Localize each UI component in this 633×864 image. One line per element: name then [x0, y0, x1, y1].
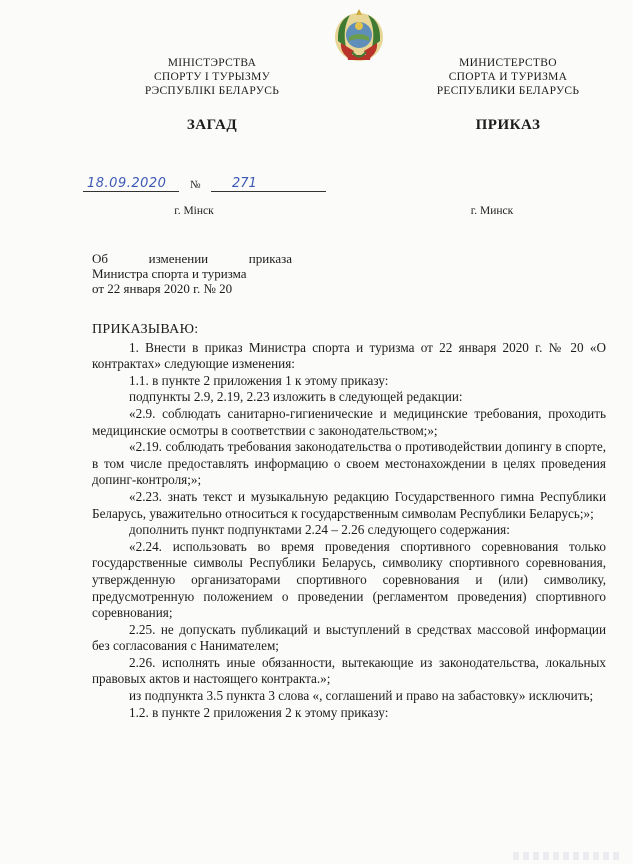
state-emblem-icon	[332, 7, 386, 63]
paragraph: 1.2. в пункте 2 приложения 2 к этому приказу:	[129, 704, 389, 720]
city-russian: г. Минск	[470, 205, 514, 217]
paragraph: 1.1. в пункте 2 приложения 1 к этому приказу:	[129, 372, 389, 388]
city-belarusian: г. Мінск	[174, 205, 214, 217]
subject-word: приказа	[248, 251, 292, 266]
subject-word: изменении	[148, 251, 209, 266]
ministry-line: РЕСПУБЛИКИ БЕЛАРУСЬ	[436, 85, 580, 97]
paragraph: подпункты 2.9, 2.19, 2.23 изложить в следующей редакции:	[129, 389, 463, 405]
date-underline	[83, 191, 179, 192]
ministry-line: СПОРТУ І ТУРЫЗМУ	[153, 71, 271, 83]
paragraph: «2.23. знать текст и музыкальную редакцию Государственного гимна Республики Беларусь, уважительно относиться к государственным символам Республики Беларусь;»;	[92, 488, 606, 521]
registration-line	[83, 176, 328, 196]
paragraph: «2.9. соблюдать санитарно-гигиенические и медицинские требования, проходить медицинские осмотры в соответствии с законодательством;»;	[92, 405, 606, 438]
ministry-name-belarusian	[112, 56, 312, 98]
number-label: №	[190, 179, 201, 191]
document-type-russian: ПРИКАЗ	[475, 117, 541, 133]
ministry-line: РЭСПУБЛІКІ БЕЛАРУСЬ	[144, 85, 280, 97]
number-underline	[211, 191, 326, 192]
subject-line-1	[92, 251, 292, 266]
paragraph: из подпункта 3.5 пункта 3 слова «, соглашений и право на забастовку» исключить;	[129, 688, 594, 704]
ministry-name-russian	[408, 56, 608, 98]
document-body	[92, 322, 606, 721]
order-heading: ПРИКАЗЫВАЮ:	[92, 322, 199, 337]
ministry-line: МИНИСТЕРСТВО	[459, 57, 557, 69]
paragraph: 2.26. исполнять иные обязанности, вытекающие из законодательства, локальных правовых актов и настоящего контракта.»;	[92, 654, 606, 687]
handwritten-date: 18.09.2020	[87, 176, 167, 191]
subject-line-2: Министра спорта и туризма	[92, 266, 247, 281]
handwritten-number: 271	[232, 176, 257, 191]
paragraph: дополнить пункт подпунктами 2.24 – 2.26 следующего содержания:	[129, 522, 510, 538]
paragraph: 2.25. не допускать публикаций и выступлений в средствах массовой информации без согласования с Нанимателем;	[92, 621, 606, 654]
subject-line-3: от 22 января 2020 г. № 20	[92, 281, 233, 296]
paragraph: «2.24. использовать во время проведения спортивного соревнования только государственные символы Республики Беларусь, символику спортивного соревнования, утвержденную организаторами спортивного соревнования и (или) символику, предусмотренную положением о проведении (регламентом проведения) спортивного соревнования;	[92, 538, 606, 621]
ministry-line: МІНІСТЭРСТВА	[167, 57, 257, 69]
subject-word: Об	[92, 251, 109, 266]
paragraph: 1. Внести в приказ Министра спорта и туризма от 22 января 2020 г. № 20 «О контрактах» следующие изменения:	[92, 339, 606, 372]
document-type-belarusian: ЗАГАД	[186, 117, 238, 133]
paragraph: «2.19. соблюдать требования законодательства о противодействии допингу в спорте, в том числе предоставлять информацию о своем местонахождении в целях проведения допинг-контроля;»;	[92, 439, 606, 488]
scan-artifact	[513, 852, 623, 860]
ministry-line: СПОРТА И ТУРИЗМА	[448, 71, 568, 83]
document-subject	[92, 251, 292, 296]
